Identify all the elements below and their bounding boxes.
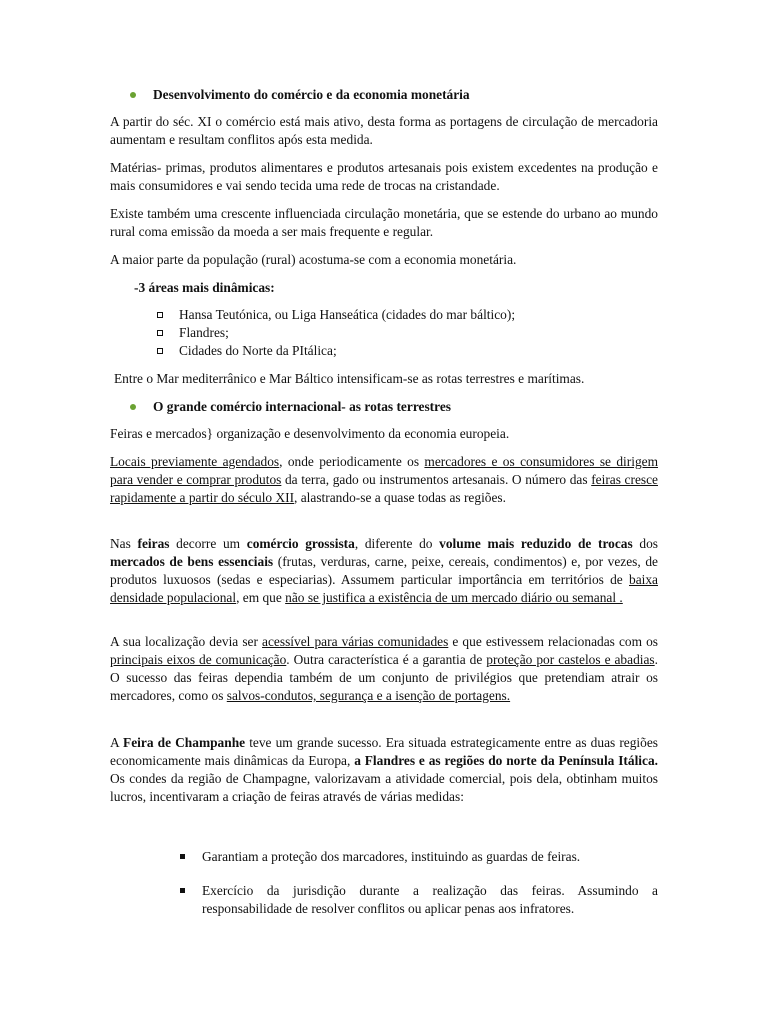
section-heading-international-trade <box>130 398 451 416</box>
square-bullet-icon <box>180 888 185 893</box>
square-bullet-icon <box>180 854 185 859</box>
paragraph-raw-materials: Matérias- primas, produtos alimentares e produtos artesanais pois existem excedentes na produção e mais consumidores e vai sendo tecida uma rede de trocas na cristandade. <box>110 160 658 193</box>
areas-list <box>157 306 515 360</box>
list-item: Flandres; <box>157 324 515 342</box>
bullet-dot-icon <box>130 404 136 410</box>
paragraph-location: A sua localização devia ser acessível para várias comunidades e que estivessem relacionadas com os principais eixos de comunicação. Outra característica é a garantia de proteção por castelos e abadias. O sucesso das feiras dependia também de um conjunto de privilégios que pretendiam atrair os mercadores, como os salvos-condutos, segurança e a isenção de portagens. <box>110 634 659 703</box>
paragraph-monetary-circulation: Existe também uma crescente influenciada circulação monetária, que se estende do urbano ao mundo rural coma emissão da moeda a ser mais frequente e regular. <box>110 206 658 239</box>
heading-text: Desenvolvimento do comércio e da economia monetária <box>153 87 470 102</box>
square-bullet-icon <box>157 330 163 336</box>
subheading-areas: -3 áreas mais dinâmicas: <box>134 280 275 295</box>
paragraph-rural-population: A maior parte da população (rural) acostuma-se com a economia monetária. <box>110 252 517 267</box>
list-item: Hansa Teutónica, ou Liga Hanseática (cidades do mar báltico); <box>157 306 515 324</box>
bullet-dot-icon <box>130 92 136 98</box>
measures-list <box>180 848 658 918</box>
paragraph-fairs-markets: Feiras e mercados} organização e desenvolvimento da economia europeia. <box>110 426 510 441</box>
list-item: Exercício da jurisdição durante a realização das feiras. Assumindo a responsabilidade de resolver conflitos ou aplicar penas aos infratores. <box>180 882 658 918</box>
heading-text: O grande comércio internacional- as rotas terrestres <box>153 399 451 414</box>
paragraph-routes: Entre o Mar mediterrânico e Mar Báltico intensificam-se as rotas terrestres e marítimas. <box>114 371 585 386</box>
paragraph-commerce-active: A partir do séc. XI o comércio está mais ativo, desta forma as portagens de circulação de mercadoria aumentam e resultam conflitos após esta medida. <box>110 114 658 147</box>
list-item: Cidades do Norte da PItálica; <box>157 342 515 360</box>
square-bullet-icon <box>157 348 163 354</box>
paragraph-scheduled-places: Locais previamente agendados, onde periodicamente os mercadores e os consumidores se dirigem para vender e comprar produtos da terra, gado ou instrumentos artesanais. O número das feiras cresce rapidamente a partir do século XII, alastrando-se a quase todas as regiões. <box>110 454 658 505</box>
section-heading-commerce <box>130 86 470 104</box>
square-bullet-icon <box>157 312 163 318</box>
list-item: Garantiam a proteção dos marcadores, instituindo as guardas de feiras. <box>180 848 658 866</box>
paragraph-champagne-fair: A Feira de Champanhe teve um grande sucesso. Era situada estrategicamente entre as duas regiões economicamente mais dinâmicas da Europa, a Flandres e as regiões do norte da Península Itálica. Os condes da região de Champagne, valorizavam a atividade comercial, pois dela, obtinham muitos lucros, incentivaram a criação de feiras através de várias medidas: <box>110 735 658 804</box>
paragraph-wholesale-trade: Nas feiras decorre um comércio grossista, diferente do volume mais reduzido de trocas dos mercados de bens essenciais (frutas, verduras, carne, peixe, cereais, condimentos) e, por vezes, de produtos luxuosos (sedas e especiarias). Assumem particular importância em territórios de baixa densidade populacional, em que não se justifica a existência de um mercado diário ou semanal . <box>110 536 658 605</box>
